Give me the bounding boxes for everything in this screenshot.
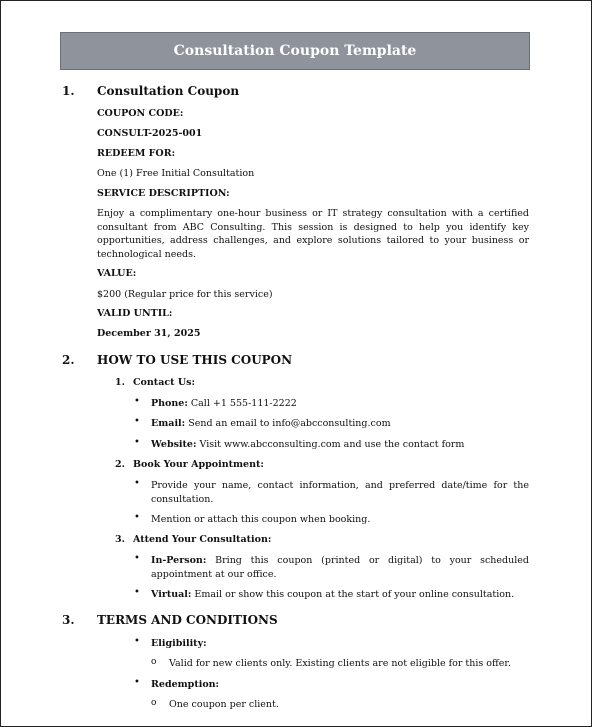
email-item <box>151 417 391 430</box>
coupon-code-label: COUPON CODE: <box>97 108 184 119</box>
bullet-icon: • <box>134 437 140 448</box>
step-number: 2. <box>115 459 125 470</box>
redeem-label: REDEEM FOR: <box>97 148 176 159</box>
virtual-text: Email or show this coupon at the start of your online consultation. <box>191 589 515 600</box>
book-bullet-2: Mention or attach this coupon when booking. <box>151 514 371 525</box>
step-attend-title: Attend Your Consultation: <box>133 534 272 545</box>
virtual-label: Virtual: <box>151 589 192 600</box>
circle-bullet-icon: o <box>151 657 157 667</box>
website-item <box>151 438 464 451</box>
phone-item <box>151 397 297 410</box>
bullet-icon: • <box>134 416 140 427</box>
redeem-value: One (1) Free Initial Consultation <box>97 168 255 179</box>
inperson-item <box>151 554 529 581</box>
valid-until-value: December 31, 2025 <box>97 328 201 339</box>
phone-label: Phone: <box>151 398 188 409</box>
inperson-label: In-Person: <box>151 555 207 566</box>
virtual-item <box>151 588 514 601</box>
page-title-banner <box>60 32 530 70</box>
section-title: Consultation Coupon <box>97 84 240 98</box>
eligibility-label: Eligibility: <box>151 638 207 649</box>
bullet-icon: • <box>134 636 140 647</box>
inperson-text: Bring this coupon (printed or digital) to your scheduled appointment at our office. <box>151 555 529 580</box>
circle-bullet-icon: o <box>151 698 157 708</box>
section-number: 3. <box>62 613 75 627</box>
bullet-icon: • <box>134 396 140 407</box>
description-text: Enjoy a complimentary one-hour business or IT strategy consultation with a certified consultant from ABC Consulting. This session is designed to help you identify key opportunities, address challenges, and explore solutions tailored to your business or technological needs. <box>97 208 529 260</box>
bullet-icon: • <box>134 553 140 564</box>
valid-until-label: VALID UNTIL: <box>97 308 173 319</box>
book-bullet-1: Provide your name, contact information, and preferred date/time for the consultation. <box>151 480 529 505</box>
description-label: SERVICE DESCRIPTION: <box>97 188 230 199</box>
phone-text: Call +1 555-111-2222 <box>187 398 297 409</box>
page-title: Consultation Coupon Template <box>173 43 417 59</box>
step-contact-title: Contact Us: <box>133 377 195 388</box>
bullet-icon: • <box>134 587 140 598</box>
step-book-title: Book Your Appointment: <box>133 459 264 470</box>
step-number: 1. <box>115 377 125 388</box>
section-number: 2. <box>62 353 75 367</box>
value-label: VALUE: <box>97 268 137 279</box>
redemption-text: One coupon per client. <box>169 699 279 710</box>
section-title: TERMS AND CONDITIONS <box>97 613 278 627</box>
redemption-label: Redemption: <box>151 679 220 690</box>
eligibility-text: Valid for new clients only. Existing clients are not eligible for this offer. <box>169 658 511 669</box>
bullet-icon: • <box>134 478 140 489</box>
step-number: 3. <box>115 534 125 545</box>
website-text: Visit www.abcconsulting.com and use the contact form <box>196 439 465 450</box>
bullet-icon: • <box>134 677 140 688</box>
section-title: HOW TO USE THIS COUPON <box>97 353 293 367</box>
coupon-code-value: CONSULT-2025-001 <box>97 128 203 139</box>
value-text: $200 (Regular price for this service) <box>97 289 273 300</box>
website-label: Website: <box>151 439 197 450</box>
email-text: Send an email to info@abcconsulting.com <box>185 418 391 429</box>
bullet-icon: • <box>134 512 140 523</box>
email-label: Email: <box>151 418 186 429</box>
section-number: 1. <box>62 84 75 98</box>
